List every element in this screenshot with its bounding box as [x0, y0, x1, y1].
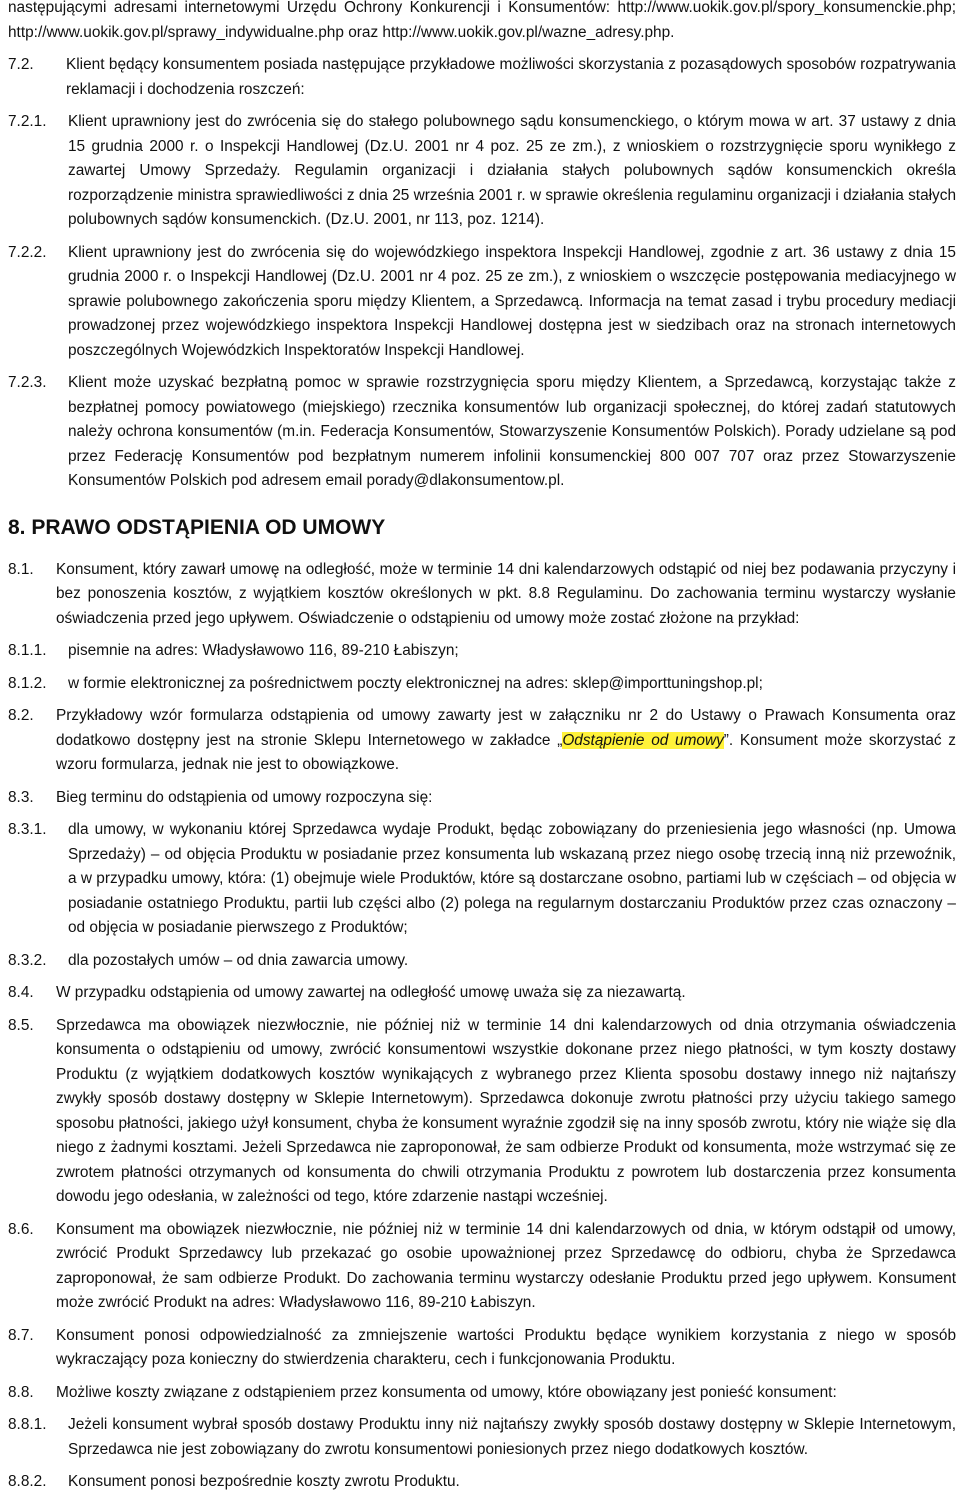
clause-7-2 [8, 53, 956, 102]
clause-text: W przypadku odstąpienia od umowy zawartej na odległość umowę uważa się za niezawartą. [56, 984, 686, 1001]
clause-8-1-2 [8, 672, 956, 697]
clause-number: 8.5. [8, 1016, 34, 1034]
clause-text-before: Przykładowy wzór formularza odstąpienia od umowy zawarty jest w załączniku nr 2 do Ustawy o Prawach Konsumenta oraz dodatkowo dostępny jest na stronie Sklepu Internetowego w zakładce „ [56, 707, 956, 749]
clause-text: Klient uprawniony jest do zwrócenia się do wojewódzkiego inspektora Inspekcji Handlowej, zgodnie z art. 36 ustawy z dnia 15 grudnia 2000 r. o Inspekcji Handlowej (Dz.U. 2001 nr 4 poz. 25 ze zm.), z wnioskiem o wszczęcie postępowania mediacyjnego w sprawie polubownego zakończenia sporu między Klientem, a Sprzedawcą. Informacja na temat zasad i trybu procedury mediacji prowadzonej przez wojewódzkiego inspektora Inspekcji Handlowej dostępna jest w siedzibach oraz na stronach internetowych poszczególnych Wojewódzkich Inspektoratów Inspekcji Handlowej. [68, 243, 956, 359]
clause-number: 8.8. [8, 1383, 34, 1401]
clause-number: 8.6. [8, 1220, 34, 1238]
clause-text: dla pozostałych umów – od dnia zawarcia umowy. [68, 951, 409, 969]
clause-text: w formie elektronicznej za pośrednictwem poczty elektronicznej na adres: sklep@importtuningshop.pl; [68, 674, 763, 692]
clause-8-1-1 [8, 639, 956, 664]
clause-number: 8.8.1. [8, 1416, 47, 1433]
clause-7-2-1 [8, 110, 956, 233]
clause-number: 8.8.2. [8, 1473, 47, 1490]
withdrawal-tab-link[interactable]: Odstąpienie od umowy [562, 731, 724, 749]
clause-7-2-2 [8, 241, 956, 364]
clause-8-5 [8, 1014, 956, 1210]
clause-text: Możliwe koszty związane z odstąpieniem przez konsumenta od umowy, które obowiązany jest ponieść konsument: [56, 1383, 837, 1401]
clause-text: Konsument ponosi odpowiedzialność za zmniejszenie wartości Produktu będące wynikiem korzystania z niego w sposób wykraczający poza konieczny do stwierdzenia charakteru, cech i funkcjonowania Produktu. [56, 1326, 956, 1368]
clause-8-3-2 [8, 949, 956, 974]
clause-number: 8.3. [8, 788, 34, 806]
clause-8-8-1 [8, 1413, 956, 1462]
clause-8-2 [8, 704, 956, 778]
clause-number: 8.2. [8, 707, 34, 724]
clause-number: 8.7. [8, 1326, 34, 1344]
clause-number: 7.2. [8, 56, 34, 73]
intro-paragraph [8, 0, 956, 45]
clause-text-after: ”. Konsument może skorzystać z wzoru formularza, jednak nie jest to obowiązkowe. [56, 731, 956, 773]
clause-text: Jeżeli konsument wybrał sposób dostawy Produktu inny niż najtańszy zwykły sposób dostawy dostępny w Sklepie Internetowym, Sprzedawca nie jest zobowiązany do zwrotu konsumentowi poniesionych przez niego dodatkowych kosztów. [68, 1416, 956, 1458]
clause-text [56, 704, 956, 778]
clause-number: 8.3.1. [8, 821, 47, 838]
clause-text: Konsument, który zawarł umowę na odległość, może w terminie 14 dni kalendarzowych odstąpić od niej bez podawania przyczyny i bez ponoszenia kosztów, z wyjątkiem kosztów określonych w pkt. 8.8 Regulaminu. Do zachowania terminu wystarczy wysłanie oświadczenia przed jego upływem. Oświadczenie o odstąpieniu od umowy może zostać złożone na przykład: [56, 560, 956, 627]
clause-number: 8.1.2. [8, 674, 47, 692]
clause-number: 8.4. [8, 984, 34, 1001]
clause-8-3 [8, 786, 956, 811]
clause-number: 8.1. [8, 560, 34, 578]
clause-text: Sprzedawca ma obowiązek niezwłocznie, nie później niż w terminie 14 dni kalendarzowych od dnia otrzymania oświadczenia konsumenta o odstąpieniu od umowy, zwrócić konsumentowi wszystkie dokonane przez niego płatności, w tym koszty dostawy Produktu (z wyjątkiem dodatkowych kosztów wynikających z wybranego przez Klienta sposobu dostawy innego niż najtańszy zwykły sposób dostawy dostępny w Sklepie Internetowym). Sprzedawca dokonuje zwrotu płatności przy użyciu takiego samego sposobu płatności, jakiego użył konsument, chyba że konsument wyraźnie zgodził się na inny sposób zwrotu, który nie wiąże się dla niego z żadnymi kosztami. Jeżeli Sprzedawca nie zaproponował, że sam odbierze Produkt od konsumenta, może wstrzymać się ze zwrotem płatności otrzymanych od konsumenta do chwili otrzymania Produktu z powrotem lub dostarczenia przez konsumenta dowodu jego odesłania, w zależności od tego, które zdarzenie nastąpi wcześniej. [56, 1016, 956, 1205]
clause-8-3-1 [8, 818, 956, 941]
clause-number: 7.2.2. [8, 243, 47, 261]
document-page [8, 0, 956, 1495]
clause-text: pisemnie na adres: Władysławowo 116, 89-210 Łabiszyn; [68, 642, 459, 659]
clause-number: 8.1.1. [8, 642, 47, 659]
clause-8-4 [8, 981, 956, 1006]
clause-number: 8.3.2. [8, 951, 47, 969]
clause-number: 7.2.1. [8, 113, 47, 130]
intro-text: następującymi adresami internetowymi Urzędu Ochrony Konkurencji i Konsumentów: http://www.uokik.gov.pl/spory_konsumenckie.php; http://www.uokik.gov.pl/sprawy_indywidualne.php oraz http://www.uokik.gov.pl/wazne_adresy.php. [8, 0, 956, 41]
clause-text: Klient może uzyskać bezpłatną pomoc w sprawie rozstrzygnięcia sporu między Klientem, a Sprzedawcą, korzystając także z bezpłatnej pomocy powiatowego (miejskiego) rzecznika konsumentów lub organizacji społecznej, do której zadań statutowych należy ochrona konsumentów (m.in. Federacja Konsumentów, Stowarzyszenie Konsumentów Polskich). Porady udzielane są pod przez Federację Konsumentów pod bezpłatnym numerem infolinii konsumenckiej 800 007 707 oraz przez Stowarzyszenie Konsumentów Polskich pod adresem email porady@dlakonsumentow.pl. [68, 374, 956, 489]
clause-8-1 [8, 558, 956, 632]
clause-7-2-3 [8, 371, 956, 494]
clause-number: 7.2.3. [8, 374, 47, 391]
clause-text: Klient uprawniony jest do zwrócenia się do stałego polubownego sądu konsumenckiego, o którym mowa w art. 37 ustawy z dnia 15 grudnia 2000 r. o Inspekcji Handlowej (Dz.U. 2001 nr 4 poz. 25 ze zm.), z wnioskiem o rozstrzygnięcie sporu wynikłego z zawartej Umowy Sprzedaży. Regulamin organizacji i działania stałych polubownych sądów konsumenckich określa rozporządzenie ministra sprawiedliwości z dnia 25 września 2001 r. w sprawie określenia regulaminu organizacji i działania stałych polubownych sądów konsumenckich. (Dz.U. 2001, nr 113, poz. 1214). [68, 113, 956, 228]
clause-8-6 [8, 1218, 956, 1316]
clause-text: Bieg terminu do odstąpienia od umowy rozpoczyna się: [56, 788, 433, 806]
clause-text: Klient będący konsumentem posiada następujące przykładowe możliwości skorzystania z pozasądowych sposobów rozpatrywania reklamacji i dochodzenia roszczeń: [66, 56, 956, 98]
clause-8-8-2 [8, 1470, 956, 1495]
clause-8-7 [8, 1324, 956, 1373]
clause-text: Konsument ponosi bezpośrednie koszty zwrotu Produktu. [68, 1473, 460, 1490]
section-heading: 8. PRAWO ODSTĄPIENIA OD UMOWY [8, 515, 386, 539]
clause-text: dla umowy, w wykonaniu której Sprzedawca wydaje Produkt, będąc zobowiązany do przeniesienia jego własności (np. Umowa Sprzedaży) – od objęcia Produktu w posiadanie przez konsumenta lub wskazaną przez niego osobę trzecią inną niż przewoźnik, a w przypadku umowy, która: (1) obejmuje wiele Produktów, które są dostarczane osobno, partiami lub w częściach – od objęcia w posiadanie ostatniego Produktu, partii lub części albo (2) polega na regularnym dostarczaniu Produktów przez czas oznaczony – od objęcia w posiadanie pierwszego z Produktów; [68, 821, 956, 936]
clause-8-8 [8, 1381, 956, 1406]
clause-text: Konsument ma obowiązek niezwłocznie, nie później niż w terminie 14 dni kalendarzowych od dnia, w którym odstąpił od umowy, zwrócić Produkt Sprzedawcy lub przekazać go osobie upoważnionej przez Sprzedawcę do odbioru, chyba że Sprzedawca zaproponował, że sam odbierze Produkt. Do zachowania terminu wystarczy odesłanie Produktu przed jego upływem. Konsument może zwrócić Produkt na adres: Władysławowo 116, 89-210 Łabiszyn. [56, 1220, 956, 1311]
